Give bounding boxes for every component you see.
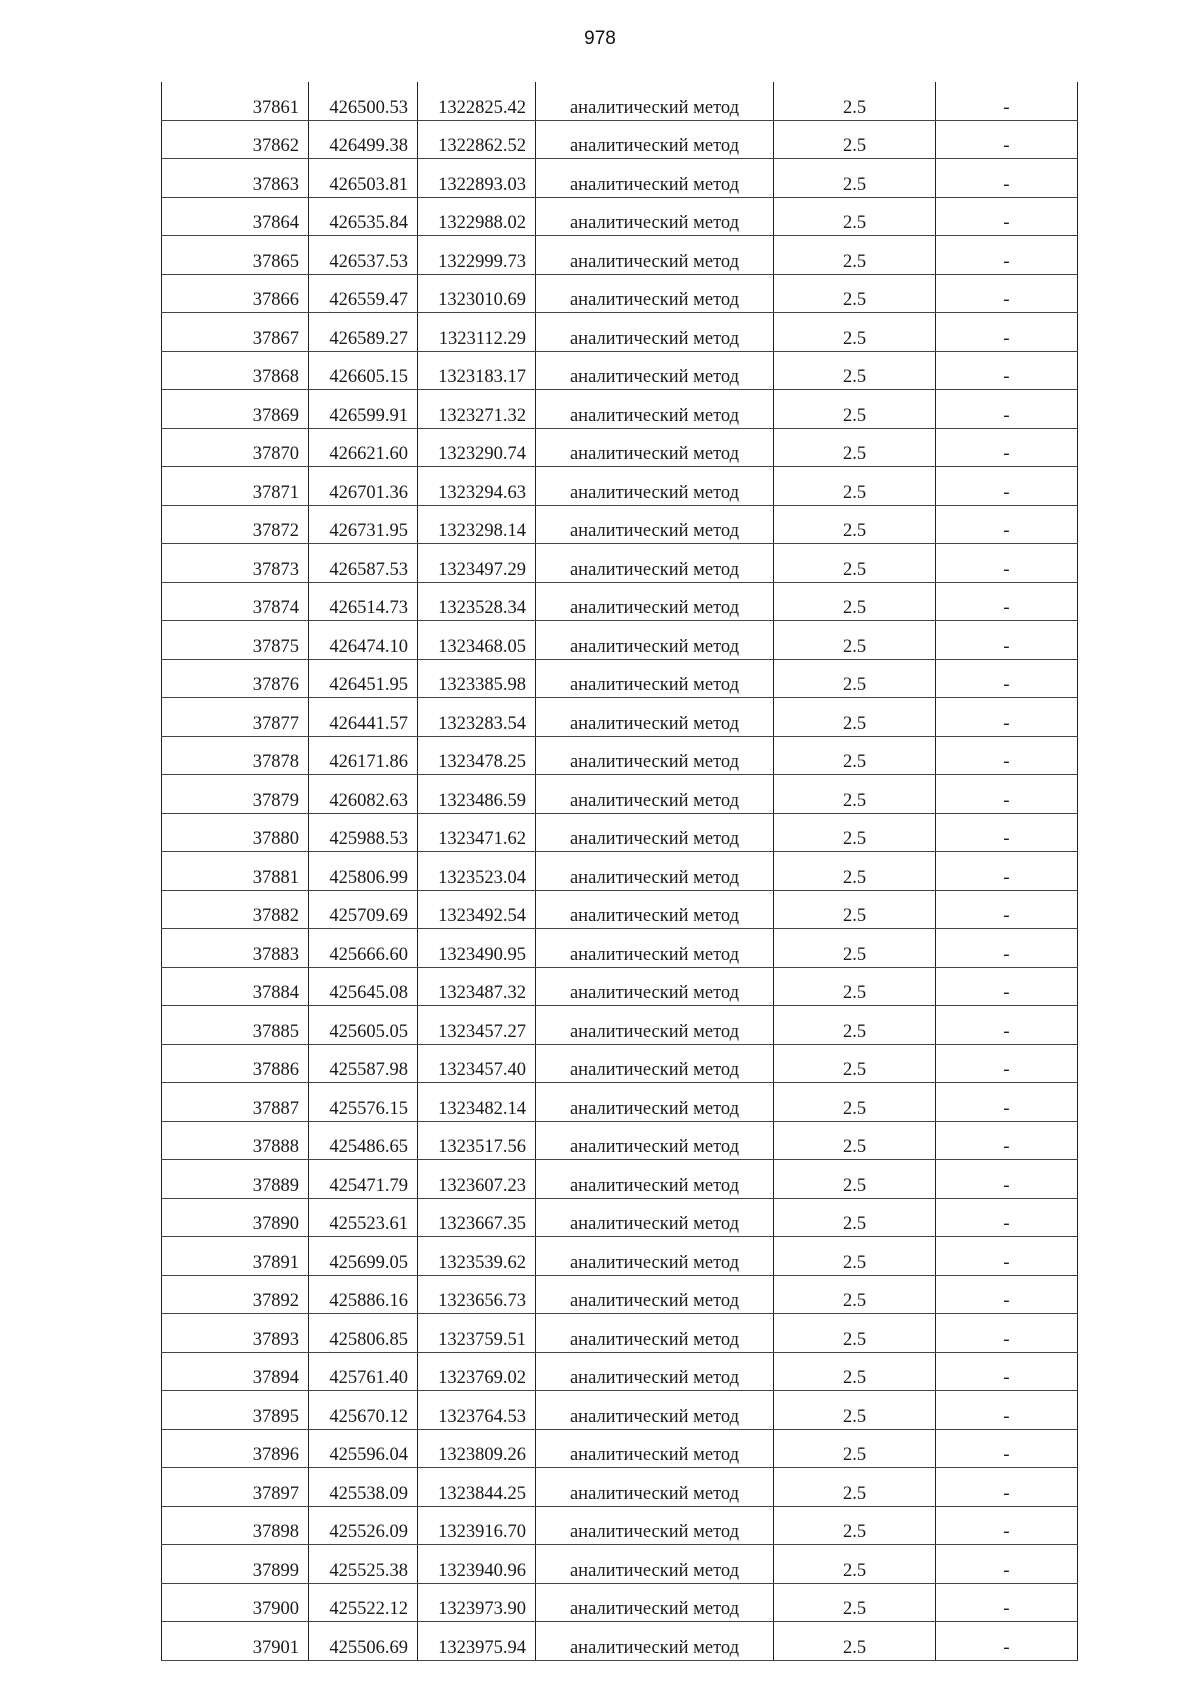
method-cell: аналитический метод <box>536 428 774 467</box>
accuracy-cell: 2.5 <box>774 236 936 275</box>
y-coordinate-cell: 1323290.74 <box>418 428 536 467</box>
accuracy-cell: 2.5 <box>774 582 936 621</box>
accuracy-cell: 2.5 <box>774 698 936 737</box>
point-number-cell: 37898 <box>162 1506 309 1545</box>
y-coordinate-cell: 1323457.27 <box>418 1006 536 1045</box>
method-cell: аналитический метод <box>536 929 774 968</box>
x-coordinate-cell: 425538.09 <box>309 1468 418 1507</box>
accuracy-cell: 2.5 <box>774 1121 936 1160</box>
table-row <box>162 929 1078 968</box>
y-coordinate-cell: 1323486.59 <box>418 775 536 814</box>
method-cell: аналитический метод <box>536 1237 774 1276</box>
point-number-cell: 37867 <box>162 313 309 352</box>
method-cell: аналитический метод <box>536 736 774 775</box>
accuracy-cell: 2.5 <box>774 1314 936 1353</box>
accuracy-cell: 2.5 <box>774 1198 936 1237</box>
description-cell: - <box>936 467 1078 506</box>
method-cell: аналитический метод <box>536 1198 774 1237</box>
accuracy-cell: 2.5 <box>774 1468 936 1507</box>
point-number-cell: 37901 <box>162 1622 309 1661</box>
y-coordinate-cell: 1323010.69 <box>418 274 536 313</box>
table-row <box>162 82 1078 120</box>
method-cell: аналитический метод <box>536 813 774 852</box>
description-cell: - <box>936 1506 1078 1545</box>
point-number-cell: 37878 <box>162 736 309 775</box>
description-cell: - <box>936 1198 1078 1237</box>
method-cell: аналитический метод <box>536 1083 774 1122</box>
point-number-cell: 37890 <box>162 1198 309 1237</box>
point-number-cell: 37891 <box>162 1237 309 1276</box>
y-coordinate-cell: 1323478.25 <box>418 736 536 775</box>
description-cell: - <box>936 736 1078 775</box>
description-cell: - <box>936 1275 1078 1314</box>
point-number-cell: 37863 <box>162 159 309 198</box>
y-coordinate-cell: 1323468.05 <box>418 621 536 660</box>
table-row <box>162 1545 1078 1584</box>
accuracy-cell: 2.5 <box>774 929 936 968</box>
x-coordinate-cell: 426587.53 <box>309 544 418 583</box>
accuracy-cell: 2.5 <box>774 852 936 891</box>
table-row <box>162 736 1078 775</box>
table-row <box>162 467 1078 506</box>
y-coordinate-cell: 1323298.14 <box>418 505 536 544</box>
point-number-cell: 37865 <box>162 236 309 275</box>
y-coordinate-cell: 1323764.53 <box>418 1391 536 1430</box>
method-cell: аналитический метод <box>536 852 774 891</box>
table-row <box>162 967 1078 1006</box>
table-row <box>162 390 1078 429</box>
point-number-cell: 37866 <box>162 274 309 313</box>
table-row <box>162 621 1078 660</box>
method-cell: аналитический метод <box>536 1506 774 1545</box>
y-coordinate-cell: 1323487.32 <box>418 967 536 1006</box>
accuracy-cell: 2.5 <box>774 1237 936 1276</box>
point-number-cell: 37897 <box>162 1468 309 1507</box>
point-number-cell: 37880 <box>162 813 309 852</box>
y-coordinate-cell: 1323973.90 <box>418 1583 536 1622</box>
x-coordinate-cell: 425886.16 <box>309 1275 418 1314</box>
x-coordinate-cell: 425486.65 <box>309 1121 418 1160</box>
y-coordinate-cell: 1323482.14 <box>418 1083 536 1122</box>
accuracy-cell: 2.5 <box>774 775 936 814</box>
y-coordinate-cell: 1322999.73 <box>418 236 536 275</box>
description-cell: - <box>936 775 1078 814</box>
y-coordinate-cell: 1323844.25 <box>418 1468 536 1507</box>
table-row <box>162 1044 1078 1083</box>
point-number-cell: 37899 <box>162 1545 309 1584</box>
table-row <box>162 1083 1078 1122</box>
accuracy-cell: 2.5 <box>774 120 936 159</box>
accuracy-cell: 2.5 <box>774 1044 936 1083</box>
point-number-cell: 37869 <box>162 390 309 429</box>
method-cell: аналитический метод <box>536 698 774 737</box>
y-coordinate-cell: 1323759.51 <box>418 1314 536 1353</box>
accuracy-cell: 2.5 <box>774 467 936 506</box>
description-cell: - <box>936 1083 1078 1122</box>
x-coordinate-cell: 426605.15 <box>309 351 418 390</box>
point-number-cell: 37864 <box>162 197 309 236</box>
point-number-cell: 37893 <box>162 1314 309 1353</box>
description-cell: - <box>936 582 1078 621</box>
coordinates-table-body <box>162 82 1078 1660</box>
point-number-cell: 37861 <box>162 82 309 120</box>
description-cell: - <box>936 1314 1078 1353</box>
description-cell: - <box>936 159 1078 198</box>
accuracy-cell: 2.5 <box>774 1429 936 1468</box>
accuracy-cell: 2.5 <box>774 390 936 429</box>
point-number-cell: 37894 <box>162 1352 309 1391</box>
point-number-cell: 37862 <box>162 120 309 159</box>
point-number-cell: 37868 <box>162 351 309 390</box>
x-coordinate-cell: 426503.81 <box>309 159 418 198</box>
point-number-cell: 37888 <box>162 1121 309 1160</box>
point-number-cell: 37882 <box>162 890 309 929</box>
x-coordinate-cell: 426621.60 <box>309 428 418 467</box>
accuracy-cell: 2.5 <box>774 274 936 313</box>
description-cell: - <box>936 1429 1078 1468</box>
method-cell: аналитический метод <box>536 159 774 198</box>
table-row <box>162 1198 1078 1237</box>
y-coordinate-cell: 1323183.17 <box>418 351 536 390</box>
point-number-cell: 37879 <box>162 775 309 814</box>
accuracy-cell: 2.5 <box>774 1391 936 1430</box>
accuracy-cell: 2.5 <box>774 1622 936 1661</box>
description-cell: - <box>936 1044 1078 1083</box>
method-cell: аналитический метод <box>536 197 774 236</box>
y-coordinate-cell: 1323607.23 <box>418 1160 536 1199</box>
y-coordinate-cell: 1322862.52 <box>418 120 536 159</box>
y-coordinate-cell: 1323492.54 <box>418 890 536 929</box>
x-coordinate-cell: 425506.69 <box>309 1622 418 1661</box>
accuracy-cell: 2.5 <box>774 351 936 390</box>
coordinates-table <box>161 82 1078 1661</box>
y-coordinate-cell: 1323539.62 <box>418 1237 536 1276</box>
method-cell: аналитический метод <box>536 1545 774 1584</box>
x-coordinate-cell: 425806.85 <box>309 1314 418 1353</box>
accuracy-cell: 2.5 <box>774 1352 936 1391</box>
x-coordinate-cell: 425666.60 <box>309 929 418 968</box>
x-coordinate-cell: 426474.10 <box>309 621 418 660</box>
x-coordinate-cell: 425587.98 <box>309 1044 418 1083</box>
point-number-cell: 37877 <box>162 698 309 737</box>
description-cell: - <box>936 852 1078 891</box>
description-cell: - <box>936 390 1078 429</box>
description-cell: - <box>936 505 1078 544</box>
x-coordinate-cell: 425709.69 <box>309 890 418 929</box>
point-number-cell: 37895 <box>162 1391 309 1430</box>
method-cell: аналитический метод <box>536 236 774 275</box>
table-row <box>162 428 1078 467</box>
description-cell: - <box>936 890 1078 929</box>
table-row <box>162 1468 1078 1507</box>
point-number-cell: 37896 <box>162 1429 309 1468</box>
x-coordinate-cell: 426451.95 <box>309 659 418 698</box>
x-coordinate-cell: 426082.63 <box>309 775 418 814</box>
method-cell: аналитический метод <box>536 1429 774 1468</box>
description-cell: - <box>936 1468 1078 1507</box>
y-coordinate-cell: 1323457.40 <box>418 1044 536 1083</box>
y-coordinate-cell: 1323271.32 <box>418 390 536 429</box>
y-coordinate-cell: 1322893.03 <box>418 159 536 198</box>
accuracy-cell: 2.5 <box>774 197 936 236</box>
method-cell: аналитический метод <box>536 390 774 429</box>
method-cell: аналитический метод <box>536 1622 774 1661</box>
x-coordinate-cell: 425523.61 <box>309 1198 418 1237</box>
point-number-cell: 37887 <box>162 1083 309 1122</box>
accuracy-cell: 2.5 <box>774 1275 936 1314</box>
x-coordinate-cell: 425699.05 <box>309 1237 418 1276</box>
description-cell: - <box>936 813 1078 852</box>
accuracy-cell: 2.5 <box>774 82 936 120</box>
table-row <box>162 236 1078 275</box>
y-coordinate-cell: 1323112.29 <box>418 313 536 352</box>
description-cell: - <box>936 236 1078 275</box>
y-coordinate-cell: 1323769.02 <box>418 1352 536 1391</box>
table-row <box>162 1583 1078 1622</box>
x-coordinate-cell: 425526.09 <box>309 1506 418 1545</box>
description-cell: - <box>936 1352 1078 1391</box>
method-cell: аналитический метод <box>536 313 774 352</box>
x-coordinate-cell: 426559.47 <box>309 274 418 313</box>
x-coordinate-cell: 426535.84 <box>309 197 418 236</box>
point-number-cell: 37872 <box>162 505 309 544</box>
method-cell: аналитический метод <box>536 544 774 583</box>
description-cell: - <box>936 1545 1078 1584</box>
table-row <box>162 120 1078 159</box>
table-row <box>162 813 1078 852</box>
method-cell: аналитический метод <box>536 1275 774 1314</box>
table-row <box>162 582 1078 621</box>
table-row <box>162 544 1078 583</box>
accuracy-cell: 2.5 <box>774 736 936 775</box>
x-coordinate-cell: 425670.12 <box>309 1391 418 1430</box>
table-row <box>162 1275 1078 1314</box>
method-cell: аналитический метод <box>536 1121 774 1160</box>
y-coordinate-cell: 1323385.98 <box>418 659 536 698</box>
method-cell: аналитический метод <box>536 967 774 1006</box>
point-number-cell: 37881 <box>162 852 309 891</box>
description-cell: - <box>936 659 1078 698</box>
accuracy-cell: 2.5 <box>774 621 936 660</box>
y-coordinate-cell: 1323975.94 <box>418 1622 536 1661</box>
table-row <box>162 659 1078 698</box>
x-coordinate-cell: 425471.79 <box>309 1160 418 1199</box>
point-number-cell: 37874 <box>162 582 309 621</box>
method-cell: аналитический метод <box>536 120 774 159</box>
point-number-cell: 37886 <box>162 1044 309 1083</box>
point-number-cell: 37892 <box>162 1275 309 1314</box>
table-row <box>162 1622 1078 1661</box>
description-cell: - <box>936 428 1078 467</box>
table-row <box>162 159 1078 198</box>
y-coordinate-cell: 1323667.35 <box>418 1198 536 1237</box>
accuracy-cell: 2.5 <box>774 659 936 698</box>
description-cell: - <box>936 197 1078 236</box>
x-coordinate-cell: 425806.99 <box>309 852 418 891</box>
point-number-cell: 37889 <box>162 1160 309 1199</box>
method-cell: аналитический метод <box>536 1583 774 1622</box>
x-coordinate-cell: 426589.27 <box>309 313 418 352</box>
description-cell: - <box>936 621 1078 660</box>
x-coordinate-cell: 426500.53 <box>309 82 418 120</box>
y-coordinate-cell: 1323490.95 <box>418 929 536 968</box>
description-cell: - <box>936 1391 1078 1430</box>
point-number-cell: 37870 <box>162 428 309 467</box>
point-number-cell: 37883 <box>162 929 309 968</box>
description-cell: - <box>936 929 1078 968</box>
accuracy-cell: 2.5 <box>774 1083 936 1122</box>
x-coordinate-cell: 426514.73 <box>309 582 418 621</box>
description-cell: - <box>936 1622 1078 1661</box>
description-cell: - <box>936 82 1078 120</box>
y-coordinate-cell: 1323471.62 <box>418 813 536 852</box>
table-row <box>162 1006 1078 1045</box>
x-coordinate-cell: 425988.53 <box>309 813 418 852</box>
x-coordinate-cell: 426171.86 <box>309 736 418 775</box>
accuracy-cell: 2.5 <box>774 505 936 544</box>
accuracy-cell: 2.5 <box>774 1583 936 1622</box>
description-cell: - <box>936 1121 1078 1160</box>
accuracy-cell: 2.5 <box>774 313 936 352</box>
description-cell: - <box>936 351 1078 390</box>
point-number-cell: 37885 <box>162 1006 309 1045</box>
y-coordinate-cell: 1323528.34 <box>418 582 536 621</box>
table-row <box>162 1314 1078 1353</box>
method-cell: аналитический метод <box>536 621 774 660</box>
method-cell: аналитический метод <box>536 1044 774 1083</box>
table-row <box>162 1237 1078 1276</box>
description-cell: - <box>936 274 1078 313</box>
description-cell: - <box>936 698 1078 737</box>
method-cell: аналитический метод <box>536 1468 774 1507</box>
method-cell: аналитический метод <box>536 274 774 313</box>
accuracy-cell: 2.5 <box>774 1160 936 1199</box>
x-coordinate-cell: 425522.12 <box>309 1583 418 1622</box>
x-coordinate-cell: 425596.04 <box>309 1429 418 1468</box>
y-coordinate-cell: 1323916.70 <box>418 1506 536 1545</box>
x-coordinate-cell: 425645.08 <box>309 967 418 1006</box>
method-cell: аналитический метод <box>536 505 774 544</box>
description-cell: - <box>936 1006 1078 1045</box>
method-cell: аналитический метод <box>536 82 774 120</box>
accuracy-cell: 2.5 <box>774 159 936 198</box>
accuracy-cell: 2.5 <box>774 1506 936 1545</box>
table-row <box>162 1506 1078 1545</box>
description-cell: - <box>936 967 1078 1006</box>
method-cell: аналитический метод <box>536 351 774 390</box>
y-coordinate-cell: 1323283.54 <box>418 698 536 737</box>
accuracy-cell: 2.5 <box>774 544 936 583</box>
table-row <box>162 505 1078 544</box>
page-number: 978 <box>584 28 616 49</box>
point-number-cell: 37876 <box>162 659 309 698</box>
point-number-cell: 37900 <box>162 1583 309 1622</box>
method-cell: аналитический метод <box>536 1160 774 1199</box>
accuracy-cell: 2.5 <box>774 890 936 929</box>
table-row <box>162 313 1078 352</box>
table-row <box>162 698 1078 737</box>
accuracy-cell: 2.5 <box>774 1006 936 1045</box>
point-number-cell: 37873 <box>162 544 309 583</box>
x-coordinate-cell: 425761.40 <box>309 1352 418 1391</box>
x-coordinate-cell: 426701.36 <box>309 467 418 506</box>
y-coordinate-cell: 1322988.02 <box>418 197 536 236</box>
description-cell: - <box>936 120 1078 159</box>
point-number-cell: 37875 <box>162 621 309 660</box>
table-row <box>162 1121 1078 1160</box>
table-row <box>162 775 1078 814</box>
table-row <box>162 1352 1078 1391</box>
table-row <box>162 1391 1078 1430</box>
method-cell: аналитический метод <box>536 1391 774 1430</box>
x-coordinate-cell: 426499.38 <box>309 120 418 159</box>
table-row <box>162 852 1078 891</box>
description-cell: - <box>936 313 1078 352</box>
x-coordinate-cell: 426731.95 <box>309 505 418 544</box>
table-row <box>162 1160 1078 1199</box>
x-coordinate-cell: 425576.15 <box>309 1083 418 1122</box>
y-coordinate-cell: 1323294.63 <box>418 467 536 506</box>
description-cell: - <box>936 1160 1078 1199</box>
table-row <box>162 197 1078 236</box>
y-coordinate-cell: 1323656.73 <box>418 1275 536 1314</box>
table-row <box>162 1429 1078 1468</box>
x-coordinate-cell: 425605.05 <box>309 1006 418 1045</box>
accuracy-cell: 2.5 <box>774 813 936 852</box>
point-number-cell: 37871 <box>162 467 309 506</box>
accuracy-cell: 2.5 <box>774 428 936 467</box>
method-cell: аналитический метод <box>536 467 774 506</box>
description-cell: - <box>936 1583 1078 1622</box>
y-coordinate-cell: 1323523.04 <box>418 852 536 891</box>
point-number-cell: 37884 <box>162 967 309 1006</box>
method-cell: аналитический метод <box>536 582 774 621</box>
x-coordinate-cell: 425525.38 <box>309 1545 418 1584</box>
x-coordinate-cell: 426599.91 <box>309 390 418 429</box>
description-cell: - <box>936 1237 1078 1276</box>
method-cell: аналитический метод <box>536 775 774 814</box>
table-row <box>162 274 1078 313</box>
description-cell: - <box>936 544 1078 583</box>
method-cell: аналитический метод <box>536 1352 774 1391</box>
y-coordinate-cell: 1323940.96 <box>418 1545 536 1584</box>
table-row <box>162 890 1078 929</box>
y-coordinate-cell: 1323517.56 <box>418 1121 536 1160</box>
y-coordinate-cell: 1323497.29 <box>418 544 536 583</box>
method-cell: аналитический метод <box>536 1314 774 1353</box>
accuracy-cell: 2.5 <box>774 967 936 1006</box>
y-coordinate-cell: 1322825.42 <box>418 82 536 120</box>
method-cell: аналитический метод <box>536 890 774 929</box>
x-coordinate-cell: 426441.57 <box>309 698 418 737</box>
accuracy-cell: 2.5 <box>774 1545 936 1584</box>
x-coordinate-cell: 426537.53 <box>309 236 418 275</box>
method-cell: аналитический метод <box>536 1006 774 1045</box>
y-coordinate-cell: 1323809.26 <box>418 1429 536 1468</box>
method-cell: аналитический метод <box>536 659 774 698</box>
table-row <box>162 351 1078 390</box>
